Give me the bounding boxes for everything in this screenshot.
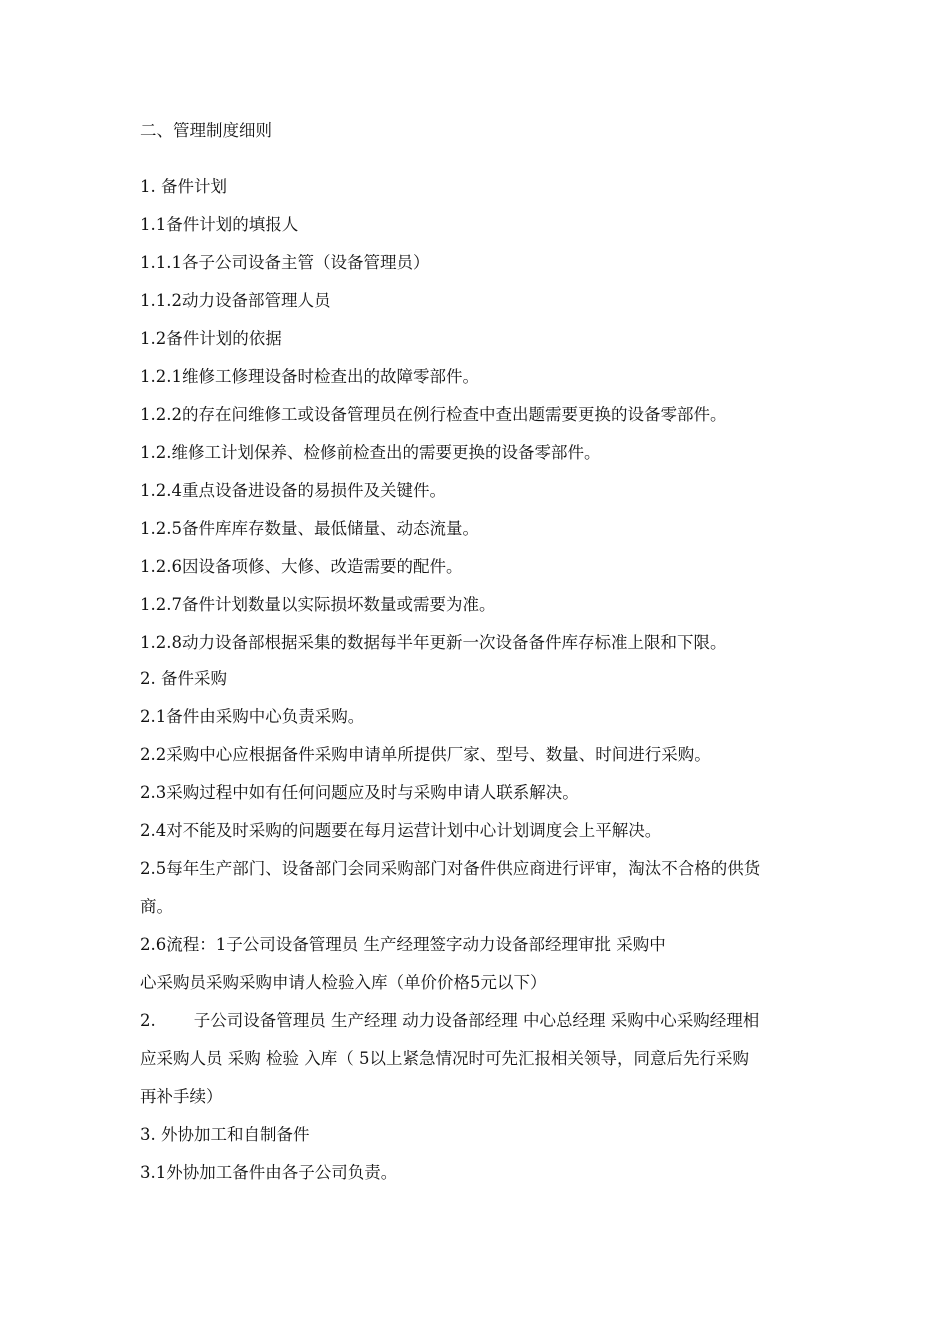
text-line: 1.1.2动力设备部管理人员	[140, 291, 331, 310]
paragraph-2-line-1	[140, 1011, 830, 1031]
text-line: 1.2.6因设备项修、大修、改造需要的配件。	[140, 557, 463, 576]
text-line: 商。	[140, 897, 173, 916]
text-line: 2.6流程：1子公司设备管理员 生产经理签字动力设备部经理审批 采购中	[140, 935, 666, 954]
text-line: 1.2.4重点设备进设备的易损件及关键件。	[140, 481, 446, 500]
text-line: 2.4对不能及时采购的问题要在每月运营计划中心计划调度会上平解决。	[140, 821, 662, 840]
section-title: 二、管理制度细则	[140, 121, 272, 140]
text-line: 1.2.8动力设备部根据采集的数据每半年更新一次设备备件库存标准上限和下限。	[140, 633, 727, 652]
paragraph-2-line-3: 再补手续）	[140, 1087, 223, 1106]
paragraph-number: 2.	[140, 1011, 156, 1030]
text-line: 1.1.1各子公司设备主管（设备管理员）	[140, 253, 430, 272]
text-line: 3.1外协加工备件由各子公司负责。	[140, 1163, 398, 1182]
text-line: 2.1备件由采购中心负责采购。	[140, 707, 365, 726]
text-line: 1. 备件计划	[140, 177, 227, 196]
text-line: 1.2备件计划的依据	[140, 329, 282, 348]
text-line: 1.2.5备件库库存数量、最低储量、动态流量。	[140, 519, 479, 538]
text-line: 2.3采购过程中如有任何问题应及时与采购申请人联系解决。	[140, 783, 579, 802]
section-3-title: 3. 外协加工和自制备件	[140, 1125, 310, 1144]
text-line: 1.2.7备件计划数量以实际损坏数量或需要为准。	[140, 595, 496, 614]
text-line: 心采购员采购采购申请人检验入库（单价价格5元以下）	[140, 973, 547, 992]
text-line: 1.2.维修工计划保养、检修前检查出的需要更换的设备零部件。	[140, 443, 601, 462]
text-line: 1.1备件计划的填报人	[140, 215, 299, 234]
text-line: 2. 备件采购	[140, 669, 227, 688]
paragraph-2-line-2: 应采购人员 采购 检验 入库（ 5以上紧急情况时可先汇报相关领导，同意后先行采购	[140, 1049, 749, 1068]
text-line: 1.2.1维修工修理设备时检查出的故障零部件。	[140, 367, 479, 386]
text-line: 2.2采购中心应根据备件采购申请单所提供厂家、型号、数量、时间进行采购。	[140, 745, 711, 764]
text-line: 1.2.2的存在问维修工或设备管理员在例行检查中查出题需要更换的设备零部件。	[140, 405, 727, 424]
paragraph-text: 子公司设备管理员 生产经理 动力设备部经理 中心总经理 采购中心采购经理相	[193, 1011, 760, 1030]
text-line: 2.5每年生产部门、设备部门会同采购部门对备件供应商进行评审，淘汰不合格的供货	[140, 859, 761, 878]
